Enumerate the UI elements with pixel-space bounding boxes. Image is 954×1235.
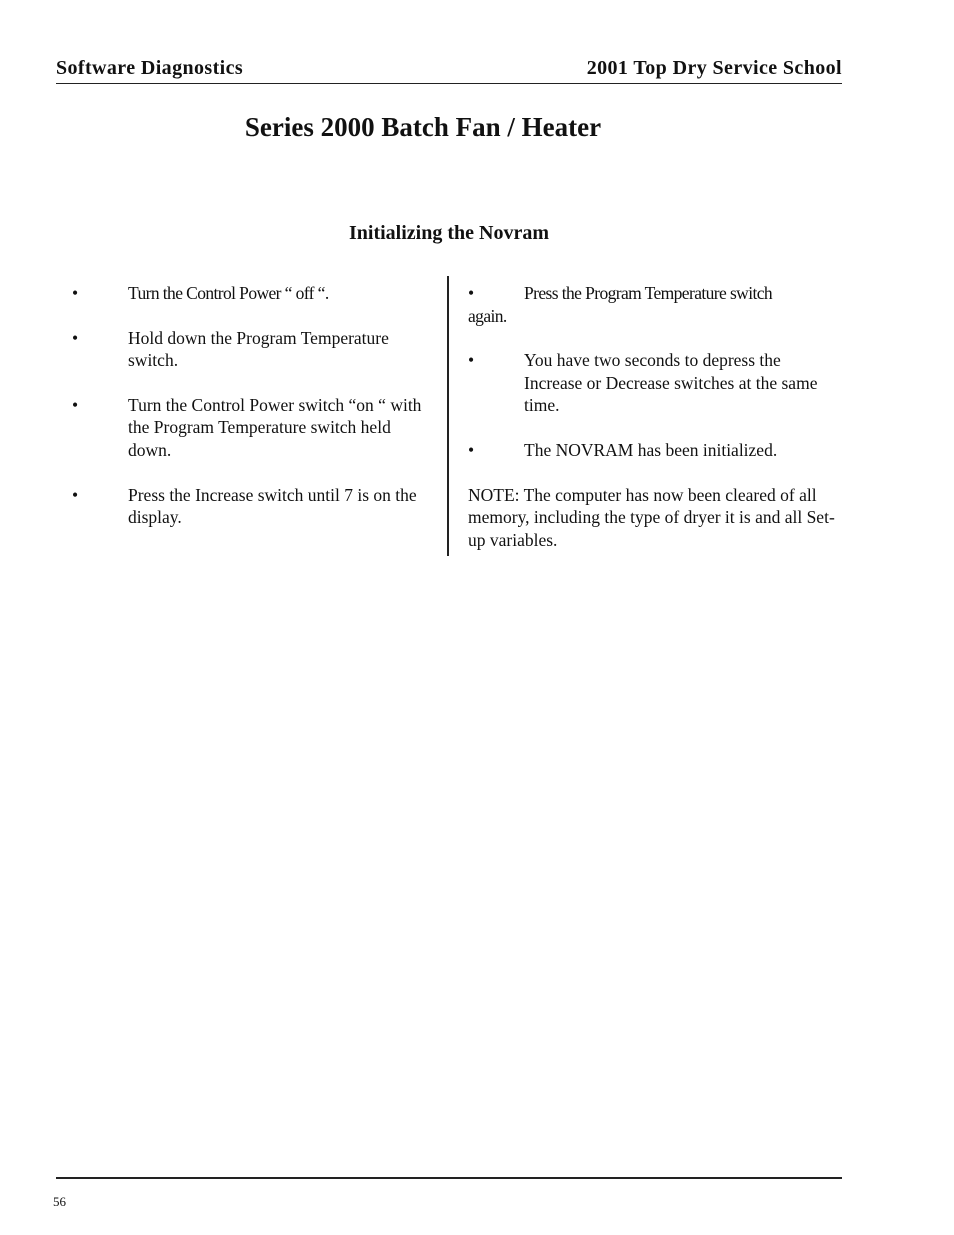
header-section-name: Software Diagnostics: [56, 57, 244, 79]
left-column: [72, 282, 424, 551]
bullet-icon: •: [72, 484, 79, 505]
page-number: 56: [53, 1194, 66, 1209]
bullet-icon: •: [72, 394, 79, 415]
column-divider: [447, 276, 449, 556]
list-item-text: Press the Increase switch until 7 is on the display.: [128, 484, 417, 528]
header-document-name: 2001 Top Dry Service School: [586, 57, 842, 79]
page-header: [56, 55, 842, 84]
bullet-icon: •: [468, 439, 475, 460]
list-item: [72, 484, 424, 529]
list-item-text: Press the Program Temperature switch again.: [468, 283, 773, 326]
list-item: [72, 282, 424, 305]
list-item: [468, 282, 803, 327]
list-item-text: Hold down the Program Temperature switch.: [128, 327, 389, 371]
section-title: Initializing the Novram: [349, 222, 549, 244]
list-item: [72, 394, 424, 462]
bullet-icon: •: [468, 350, 475, 371]
list-item: [468, 439, 838, 462]
bullet-icon: •: [468, 283, 474, 303]
bullet-icon: •: [72, 283, 78, 303]
page-title: Series 2000 Batch Fan / Heater: [244, 112, 602, 142]
list-item: [468, 349, 838, 417]
list-item-text: You have two seconds to depress the Increase or Decrease switches at the same time.: [524, 350, 818, 416]
bullet-icon: •: [72, 327, 79, 348]
note-text: NOTE: The computer has now been cleared of all memory, including the type of dryer it is and all Set-up variables.: [468, 484, 835, 550]
footer-rule: [56, 1177, 842, 1179]
list-item-text: Turn the Control Power “ off “.: [128, 283, 329, 303]
list-item-text: The NOVRAM has been initialized.: [524, 439, 778, 460]
list-item-text: Turn the Control Power switch “on “ with the Program Temperature switch held down.: [128, 394, 422, 460]
right-column: [468, 282, 838, 551]
list-item: [72, 327, 424, 372]
